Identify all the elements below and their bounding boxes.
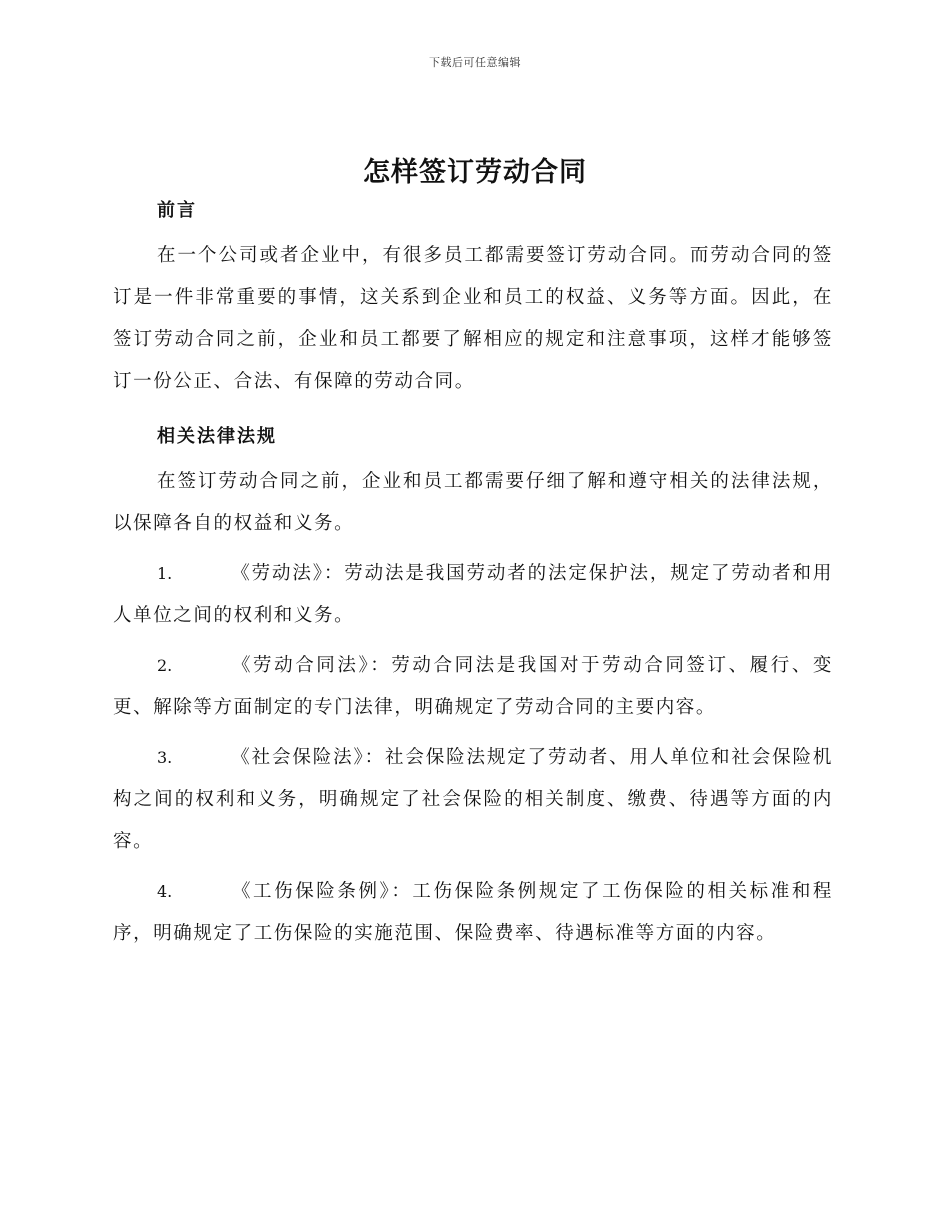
list-item-number: 2.	[157, 656, 173, 675]
list-item	[113, 553, 833, 637]
list-item-number: 3.	[157, 748, 173, 767]
list-item-text: 《社会保险法》：社会保险法规定了劳动者、用人单位和社会保险机构之间的权利和义务，明确规定了社会保险的相关制度、缴费、待遇等方面的内容。	[113, 747, 833, 852]
preface-paragraph: 在一个公司或者企业中，有很多员工都需要签订劳动合同。而劳动合同的签订是一件非常重要的事情，这关系到企业和员工的权益、义务等方面。因此，在签订劳动合同之前，企业和员工都要了解相应的规定和注意事项，这样才能够签订一份公正、合法、有保障的劳动合同。	[113, 245, 833, 392]
list-item	[113, 645, 833, 729]
header-note: 下载后可任意编辑	[429, 56, 521, 69]
list-item	[113, 737, 833, 863]
document-body	[113, 193, 833, 955]
list-item-text: 《工伤保险条例》：工伤保险条例规定了工伤保险的相关标准和程序，明确规定了工伤保险的实施范围、保险费率、待遇标准等方面的内容。	[113, 881, 833, 944]
laws-intro-paragraph: 在签订劳动合同之前，企业和员工都需要仔细了解和遵守相关的法律法规，以保障各自的权益和义务。	[113, 471, 833, 534]
list-item	[113, 871, 833, 955]
section-heading-preface: 前言	[157, 200, 197, 221]
section-heading-laws: 相关法律法规	[157, 426, 277, 447]
list-item-number: 4.	[157, 882, 173, 901]
list-item-text: 《劳动合同法》：劳动合同法是我国对于劳动合同签订、履行、变更、解除等方面制定的专门法律，明确规定了劳动合同的主要内容。	[113, 655, 833, 718]
document-title: 怎样签订劳动合同	[363, 157, 587, 188]
list-item-number: 1.	[157, 564, 173, 583]
list-item-text: 《劳动法》：劳动法是我国劳动者的法定保护法，规定了劳动者和用人单位之间的权利和义务。	[113, 563, 833, 626]
